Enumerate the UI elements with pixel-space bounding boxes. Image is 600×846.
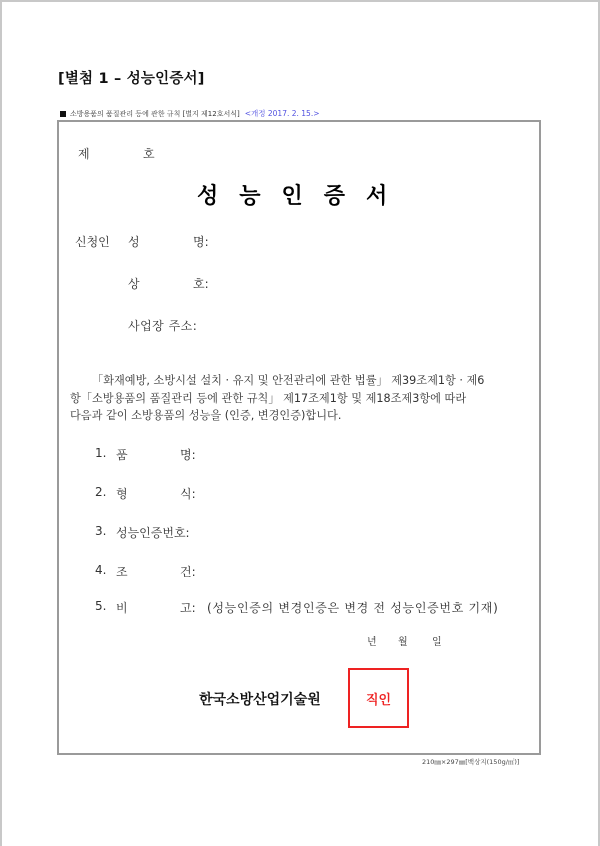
item-number: 4. (95, 563, 107, 577)
item-number: 3. (95, 524, 107, 538)
remarks-note: (성능인증의 변경인증은 변경 전 성능인증번호 기재) (207, 601, 499, 615)
certificate-frame (57, 120, 541, 755)
paragraph-line: 다음과 같이 소방용품의 성능을 (인증, 변경인증)합니다. (70, 409, 342, 422)
black-square-icon (60, 111, 66, 117)
item-label: 성능인증번호: (116, 526, 190, 540)
item-number: 5. (95, 599, 107, 613)
date-month-label: 월 (398, 637, 408, 648)
doc-number-prefix: 제 (78, 147, 90, 161)
item-label-a: 비 (116, 601, 128, 615)
item-label-a: 형 (116, 487, 128, 501)
certificate-title: 성능인증서 (197, 184, 409, 209)
doc-number-suffix: 호 (143, 147, 155, 161)
paper-spec: 210㎜×297㎜[백상지(150g/㎡)] (422, 758, 520, 766)
applicant-label: 신청인 (75, 235, 110, 249)
paragraph-line: 「화재예방, 소방시설 설치 · 유지 및 안전관리에 관한 법률」 제39조제1항 · 제6 (92, 374, 485, 387)
item-label-b: 고: (180, 601, 196, 615)
form-caption-text: 소방용품의 품질관리 등에 관한 규칙 [별지 제12호서식] (70, 109, 240, 118)
item-label-b: 식: (180, 487, 196, 501)
field-business-label-b: 호: (193, 277, 209, 291)
field-name-label-a: 성 (128, 235, 140, 249)
issuer-name: 한국소방산업기술원 (199, 692, 321, 708)
item-label-a: 조 (116, 565, 128, 579)
form-caption (60, 108, 320, 119)
item-number: 2. (95, 485, 107, 499)
attachment-heading: [별첨 1 – 성능인증서] (58, 71, 205, 87)
date-year-label: 년 (367, 637, 377, 648)
item-label-b: 명: (180, 448, 196, 462)
paragraph-line: 항「소방용품의 품질관리 등에 관한 규칙」 제17조제1항 및 제18조제3항에 따라 (70, 391, 467, 405)
revision-note: <개정 2017. 2. 15.> (244, 109, 320, 118)
certification-paragraph (70, 372, 530, 425)
field-name-label-b: 명: (193, 235, 209, 249)
date-day-label: 일 (432, 637, 442, 648)
seal-label: 직인 (365, 692, 392, 708)
item-label-b: 건: (180, 565, 196, 579)
field-business-label-a: 상 (128, 277, 140, 291)
official-seal (348, 668, 409, 728)
item-label-a: 품 (116, 448, 128, 462)
item-number: 1. (95, 446, 107, 460)
field-address-label: 사업장 주소: (128, 319, 198, 333)
